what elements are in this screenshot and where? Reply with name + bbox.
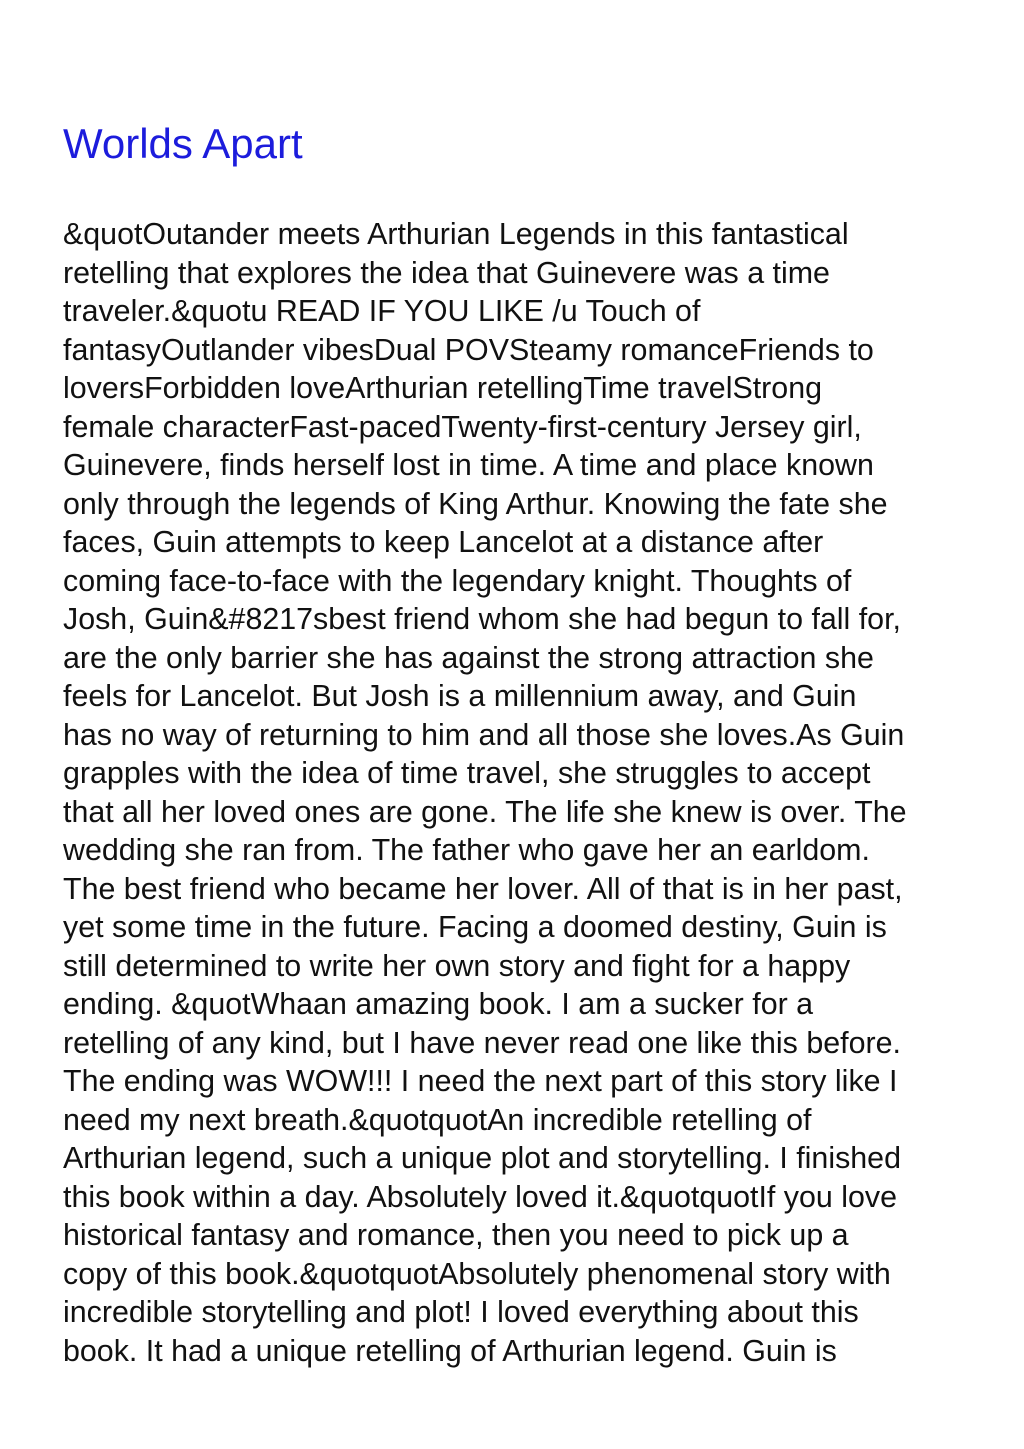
text-line: book. It had a unique retelling of Arthurian legend. Guin is [63,1333,837,1368]
text-line: need my next breath.&quotquotAn incredible retelling of [63,1102,812,1137]
text-line: loversForbidden loveArthurian retellingTime travelStrong [63,371,822,405]
text-line: are the only barrier she has against the strong attraction she [63,640,874,675]
text-line: fantasyOutlander vibesDual POVSteamy romanceFriends to [63,332,874,367]
text-line: incredible storytelling and plot! I loved everything about this [63,1295,859,1329]
text-line: historical fantasy and romance, then you need to pick up a [63,1218,849,1252]
text-line: The best friend who became her lover. All of that is in her past, [63,871,903,906]
text-line: copy of this book.&quotquotAbsolutely phenomenal story with [63,1256,891,1291]
text-line: female characterFast-pacedTwenty-first-century Jersey girl, [63,409,862,444]
text-line: grapples with the idea of time travel, she struggles to accept [63,756,871,790]
text-line: wedding she ran from. The father who gave her an earldom. [63,833,870,867]
text-line: that all her loved ones are gone. The life she knew is over. The [63,794,907,829]
text-line: only through the legends of King Arthur. Knowing the fate she [63,486,888,521]
text-line: ending. &quotWhaan amazing book. I am a sucker for a [63,987,814,1021]
page-title: Worlds Apart [63,120,303,167]
text-line: feels for Lancelot. But Josh is a millennium away, and Guin [63,679,857,713]
text-line: yet some time in the future. Facing a doomed destiny, Guin is [63,910,887,944]
text-line: retelling that explores the idea that Guinevere was a time [63,255,830,290]
text-line: still determined to write her own story and fight for a happy [63,948,851,983]
text-line: Guinevere, finds herself lost in time. A time and place known [63,448,874,482]
text-line: Josh, Guin&#8217sbest friend whom she had begun to fall for, [63,602,901,636]
description-paragraph [63,215,968,1370]
text-line: faces, Guin attempts to keep Lancelot at a distance after [63,525,824,559]
text-line: &quotOutander meets Arthurian Legends in this fantastical [63,217,849,251]
text-line: The ending was WOW!!! I need the next part of this story like I [63,1064,898,1098]
text-line: has no way of returning to him and all those she loves.As Guin [63,717,905,752]
text-line: retelling of any kind, but I have never read one like this before. [63,1025,901,1060]
text-line: coming face-to-face with the legendary knight. Thoughts of [63,563,852,598]
text-line: this book within a day. Absolutely loved it.&quotquotIf you love [63,1179,898,1214]
text-line: Arthurian legend, such a unique plot and storytelling. I finished [63,1141,901,1175]
text-line: traveler.&quotu READ IF YOU LIKE /u Touch of [63,294,701,328]
